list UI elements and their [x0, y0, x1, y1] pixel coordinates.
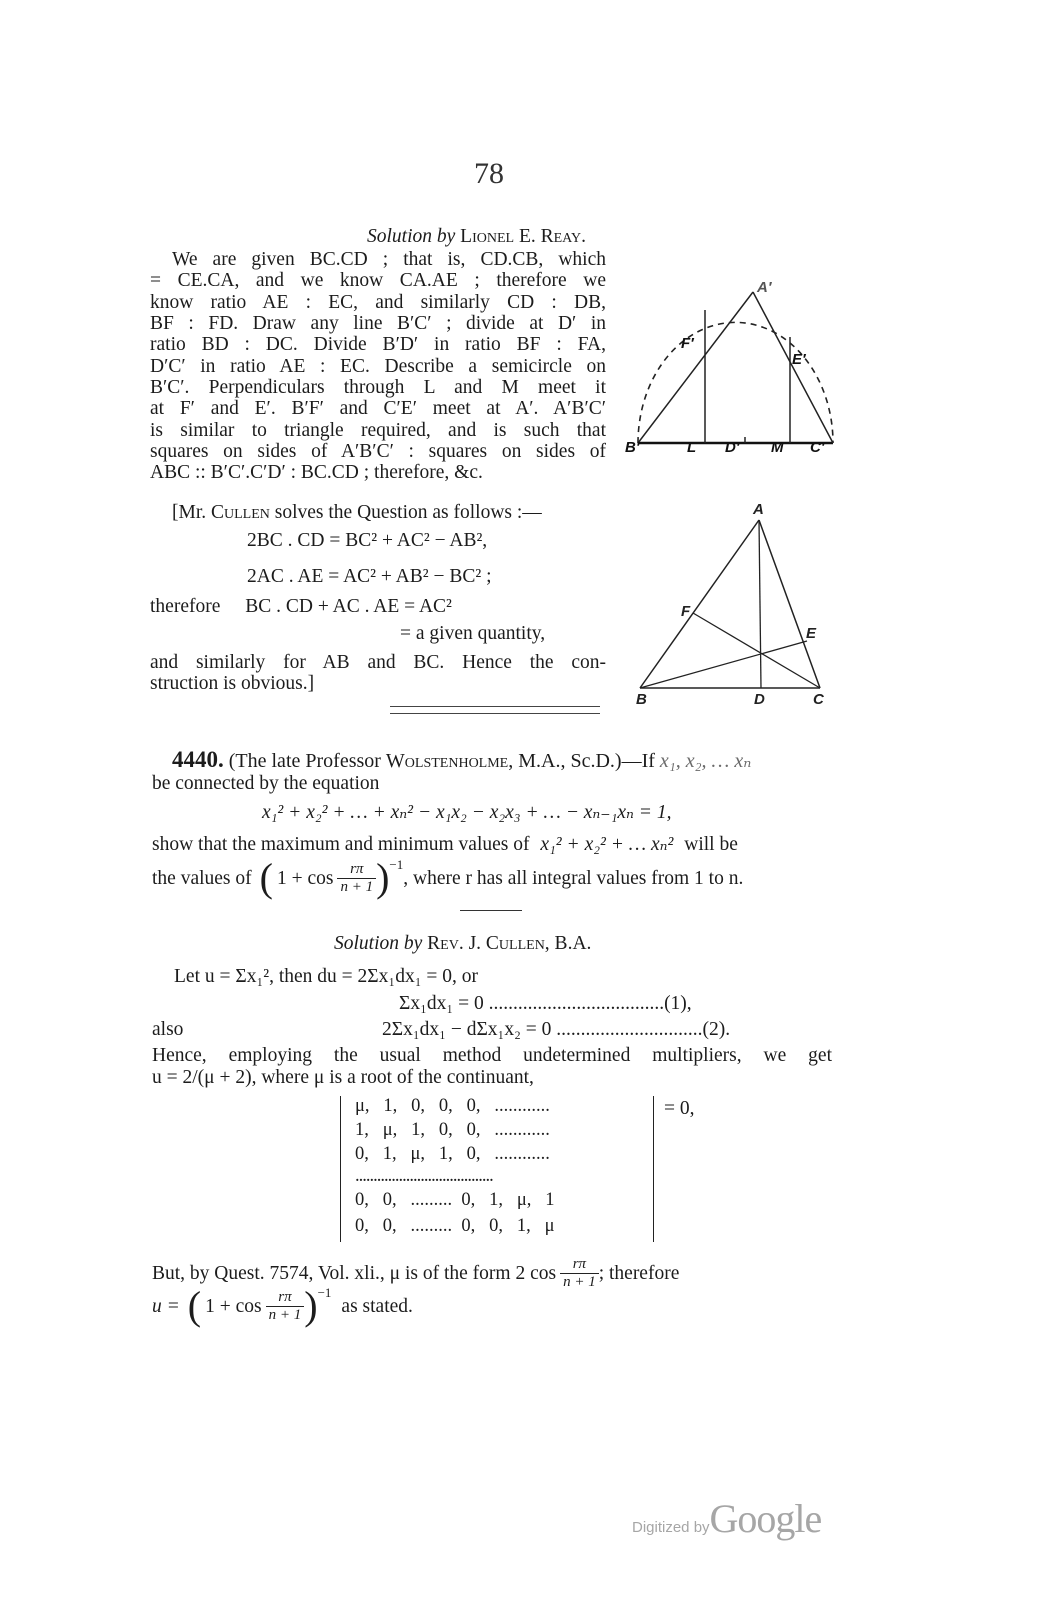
text-line: ratio BD : DC. Divide B′D′ in ratio BF : FA,	[150, 334, 606, 355]
eq3-expr: BC . CD + AC . AE = AC²	[245, 596, 452, 617]
closing-line: and similarly for AB and BC. Hence the con-	[150, 652, 606, 673]
equation-4: = a given quantity,	[400, 623, 546, 644]
final-suffix: as stated.	[341, 1295, 413, 1317]
fraction-numerator: rπ	[266, 1289, 305, 1307]
closing-line: struction is obvious.]	[150, 673, 315, 694]
equation-1-numbered: Σx₁dx₁ = 0 ....................................(1),	[399, 993, 692, 1014]
text-line: squares on sides of A′B′C′ : squares on sides of	[150, 441, 606, 462]
fraction	[266, 1289, 305, 1324]
fraction-numerator: rπ	[337, 861, 376, 879]
hence-line: Hence, employing the usual method undetermined multipliers, we get	[152, 1045, 832, 1066]
but-suffix: ; therefore	[598, 1262, 680, 1284]
label-a: A′	[757, 279, 772, 296]
eq2-lhs: 2AC . AE =	[247, 566, 340, 587]
question-equation: x₁² + x₂² + … + xₙ² − x₁x₂ − x₂x₃ + … − xₙ₋₁xₙ = 1,	[262, 802, 672, 823]
determinant-row: 0, 0, ......... 0, 0, 1, μ	[355, 1216, 555, 1236]
text-line: We are given BC.CD ; that is, CD.CB, which	[172, 249, 606, 270]
final-expr: 1 + cos	[205, 1295, 262, 1317]
determinant-row: ......................................	[355, 1166, 493, 1186]
short-rule	[460, 910, 522, 911]
determinant-row: 0, 1, μ, 1, 0, ............	[355, 1144, 550, 1164]
show-tail: will be	[684, 834, 738, 855]
show-text: show that the maximum and minimum values of	[152, 834, 530, 855]
attribution-suffix: , M.A., Sc.D.)—If	[508, 750, 655, 772]
exponent: −1	[389, 857, 404, 872]
cevian-cf	[693, 613, 820, 688]
values-expr: 1 + cos	[276, 867, 334, 889]
fraction	[337, 861, 376, 896]
section-double-rule	[390, 706, 600, 714]
values-suffix: , where r has all integral values from 1 to n.	[403, 867, 744, 889]
text-line: is similar to triangle required, and is such that	[150, 420, 606, 441]
also-word: also	[152, 1019, 184, 1040]
side-b-a	[638, 292, 753, 443]
fraction-numerator: rπ	[560, 1256, 599, 1274]
text-line: know ratio AE : EC, and similarly CD : DB,	[150, 292, 606, 313]
intro-prefix: [Mr.	[172, 502, 207, 523]
therefore-word: therefore	[150, 596, 221, 617]
fraction-denominator: n + 1	[340, 878, 374, 895]
label-f: F	[681, 603, 691, 620]
eq1-rhs: BC² + AC² − AB²,	[345, 530, 488, 551]
cullen-solution-heading	[334, 933, 591, 954]
figure-triangle-cevians	[630, 498, 830, 708]
question-number: 4440.	[172, 747, 224, 772]
question-vars: x₁, x₂, … xₙ	[659, 750, 752, 772]
u-line: u = 2/(μ + 2), where μ is a root of the continuant,	[152, 1067, 534, 1088]
determinant-equals: = 0,	[664, 1098, 695, 1119]
intro-suffix: solves the Question as follows :—	[274, 502, 542, 523]
final-line	[152, 1280, 413, 1332]
side-ac	[759, 520, 820, 688]
cullen-note-intro	[172, 502, 542, 523]
solution-by-label: Solution by	[334, 933, 423, 954]
attribution-name: Wolstenholme	[385, 750, 509, 772]
right-paren: )	[304, 1283, 318, 1328]
left-paren: (	[187, 1283, 202, 1328]
cevian-ad	[759, 520, 761, 688]
show-expr: x₁² + x₂² + … xₙ²	[540, 834, 674, 855]
right-paren: )	[376, 855, 390, 900]
equation-2	[247, 566, 492, 587]
label-l: L	[687, 439, 697, 456]
side-ba	[640, 520, 759, 688]
text-line: ABC :: B′C′.C′D′ : BC.CD ; therefore, &c.	[150, 462, 483, 483]
intro-name: Cullen	[211, 502, 270, 523]
google-logo: Google	[709, 1496, 822, 1541]
digitized-by-google-watermark	[632, 1495, 821, 1542]
solution-author: Lionel E. Reay.	[460, 226, 586, 247]
exponent: −1	[317, 1285, 332, 1300]
label-d: D	[754, 691, 765, 708]
determinant-row: μ, 1, 0, 0, 0, ............	[355, 1096, 550, 1116]
reay-solution-heading	[367, 226, 586, 247]
label-e: E	[806, 625, 817, 642]
final-prefix: u =	[152, 1295, 180, 1317]
label-b: B′	[625, 439, 640, 456]
question-values-line	[152, 852, 743, 904]
semicircle-arc	[638, 322, 833, 443]
label-b: B	[636, 691, 647, 708]
figure-semicircle-construction	[615, 270, 840, 460]
cevian-be	[640, 641, 807, 688]
page-number: 78	[474, 157, 504, 190]
label-d: D′	[725, 439, 740, 456]
equation-3	[150, 596, 452, 617]
solution-author: Rev. J. Cullen, B.A.	[427, 933, 592, 954]
watermark-prefix: Digitized by	[632, 1519, 710, 1536]
fraction-denominator: n + 1	[268, 1306, 302, 1323]
equation-1	[247, 530, 487, 551]
text-line: BF : FD. Draw any line B′C′ ; divide at D′ in	[150, 313, 606, 334]
text-line: = CE.CA, and we know CA.AE ; therefore we	[150, 270, 606, 291]
label-e: E′	[792, 351, 806, 368]
question-header	[172, 749, 751, 772]
determinant-row: 1, μ, 1, 0, 0, ............	[355, 1120, 550, 1140]
question-line-2: be connected by the equation	[152, 773, 380, 794]
eq2-rhs: AC² + AB² − BC² ;	[343, 566, 492, 587]
fraction-denominator: n + 1	[563, 1273, 596, 1290]
label-c: C	[813, 691, 824, 708]
text-line: B′C′. Perpendiculars through L and M meet it	[150, 377, 606, 398]
solution-by-label: Solution by	[367, 226, 456, 247]
equation-2-numbered: 2Σx₁dx₁ − dΣx₁x₂ = 0 ..............................(2).	[382, 1019, 731, 1040]
label-a: A	[753, 501, 764, 518]
but-text: But, by Quest. 7574, Vol. xli., μ is of the form 2 cos	[152, 1262, 557, 1284]
label-m: M	[771, 439, 784, 456]
label-c: C′	[810, 439, 825, 456]
continuant-determinant	[340, 1096, 654, 1242]
determinant-row: 0, 0, ......... 0, 1, μ, 1	[355, 1190, 555, 1210]
let-line: Let u = Σx₁², then du = 2Σx₁dx₁ = 0, or	[174, 966, 478, 987]
left-paren: (	[259, 855, 273, 900]
values-prefix: the values of	[152, 867, 252, 889]
text-line: at F′ and E′. B′F′ and C′E′ meet at A′. A′B′C′	[150, 398, 606, 419]
eq1-lhs: 2BC . CD =	[247, 530, 341, 551]
fraction	[560, 1256, 599, 1291]
label-f: F′	[681, 335, 694, 352]
text-line: D′C′ in ratio AE : EC. Describe a semicircle on	[150, 356, 606, 377]
attribution-prefix: (The late Professor	[228, 750, 381, 772]
